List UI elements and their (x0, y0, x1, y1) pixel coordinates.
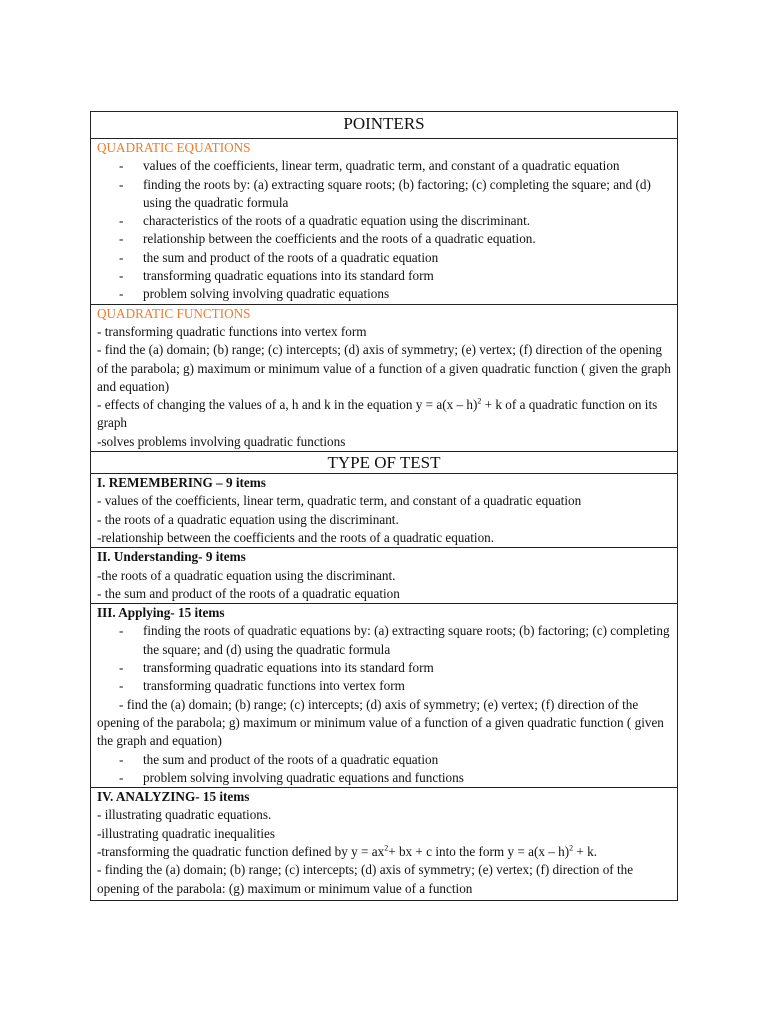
understanding-line: -the roots of a quadratic equation using the discriminant. (97, 567, 396, 583)
analyzing-cell (91, 788, 678, 901)
list-item: - transforming quadratic equations into its standard form (119, 267, 671, 285)
quadratic-equations-list (97, 157, 671, 303)
quadratic-equations-cell (91, 139, 678, 305)
exponent: 2 (384, 843, 389, 853)
quadratic-equations-title: QUADRATIC EQUATIONS (97, 140, 251, 155)
quadratic-functions-title: QUADRATIC FUNCTIONS (97, 305, 251, 321)
exponent: 2 (569, 843, 574, 853)
pointers-table (90, 111, 678, 901)
pointers-header: POINTERS (91, 112, 678, 139)
an-text: -transforming the quadratic function defined by y = ax (97, 843, 385, 859)
applying-cell (91, 604, 678, 788)
applying-list-b (97, 751, 671, 788)
understanding-cell (91, 548, 678, 604)
understanding-title: II. Understanding- 9 items (97, 549, 246, 565)
exponent: 2 (477, 396, 482, 406)
qf-text: + k of a quadratic function on its graph (97, 397, 658, 431)
list-item: - finding the roots of quadratic equations by: (a) extracting square roots; (b) factoring; (c) completing the square; and (d) using the quadratic formula (119, 622, 671, 659)
quadratic-functions-cell (91, 304, 678, 451)
list-item: - the sum and product of the roots of a quadratic equation (119, 249, 671, 267)
remembering-line: -relationship between the coefficients and the roots of a quadratic equation. (97, 529, 495, 545)
remembering-cell (91, 474, 678, 548)
analyzing-line-transform (97, 843, 671, 861)
list-item: - finding the roots by: (a) extracting square roots; (b) factoring; (c) completing the square; and (d) using the quadratic formula (119, 176, 671, 213)
applying-mid-text (97, 696, 671, 751)
understanding-line: - the sum and product of the roots of a quadratic equation (97, 585, 400, 601)
list-item: - characteristics of the roots of a quadratic equation using the discriminant. (119, 212, 671, 230)
applying-list-a (97, 622, 671, 695)
qf-text: - effects of changing the values of a, h and k in the equation y = a(x – h) (97, 397, 478, 413)
remembering-line: - values of the coefficients, linear term, quadratic term, and constant of a quadratic equation (97, 493, 582, 509)
qf-line: -solves problems involving quadratic functions (97, 433, 346, 449)
qf-line: - find the (a) domain; (b) range; (c) intercepts; (d) axis of symmetry; (e) vertex; (f) direction of the opening of the parabola; g) maximum or minimum value of a function of a given quadratic function ( given the graph and equation) (97, 342, 671, 394)
an-text: + k. (573, 843, 598, 859)
analyzing-line: - finding the (a) domain; (b) range; (c) intercepts; (d) axis of symmetry; (e) vertex; (f) direction of the opening of the parabola: (g) maximum or minimum value of a function (97, 862, 634, 896)
qf-line-vertex-equation (97, 396, 671, 433)
analyzing-title: IV. ANALYZING- 15 items (97, 789, 250, 805)
analyzing-line: -illustrating quadratic inequalities (97, 825, 275, 841)
analyzing-line: - illustrating quadratic equations. (97, 807, 272, 823)
list-item: - values of the coefficients, linear term, quadratic term, and constant of a quadratic equation (119, 157, 671, 175)
list-item: - transforming quadratic functions into vertex form (119, 677, 671, 695)
applying-title: III. Applying- 15 items (97, 605, 225, 621)
remembering-title: I. REMEMBERING – 9 items (97, 475, 266, 491)
list-item: - the sum and product of the roots of a quadratic equation (119, 751, 671, 769)
list-item: - relationship between the coefficients and the roots of a quadratic equation. (119, 230, 671, 248)
list-item: - transforming quadratic equations into its standard form (119, 659, 671, 677)
list-item: - problem solving involving quadratic equations (119, 285, 671, 303)
type-of-test-header: TYPE OF TEST (91, 452, 678, 474)
applying-mid-line: - find the (a) domain; (b) range; (c) intercepts; (d) axis of symmetry; (e) vertex; (f) direction of the opening of the parabola; g) maximum or minimum value of a function of a given quadratic function ( given the graph and equation) (97, 696, 664, 749)
an-text: + bx + c into the form y = a(x – h) (388, 843, 570, 859)
list-item: - problem solving involving quadratic equations and functions (119, 769, 671, 787)
remembering-line: - the roots of a quadratic equation using the discriminant. (97, 511, 399, 527)
qf-line: - transforming quadratic functions into vertex form (97, 323, 367, 339)
